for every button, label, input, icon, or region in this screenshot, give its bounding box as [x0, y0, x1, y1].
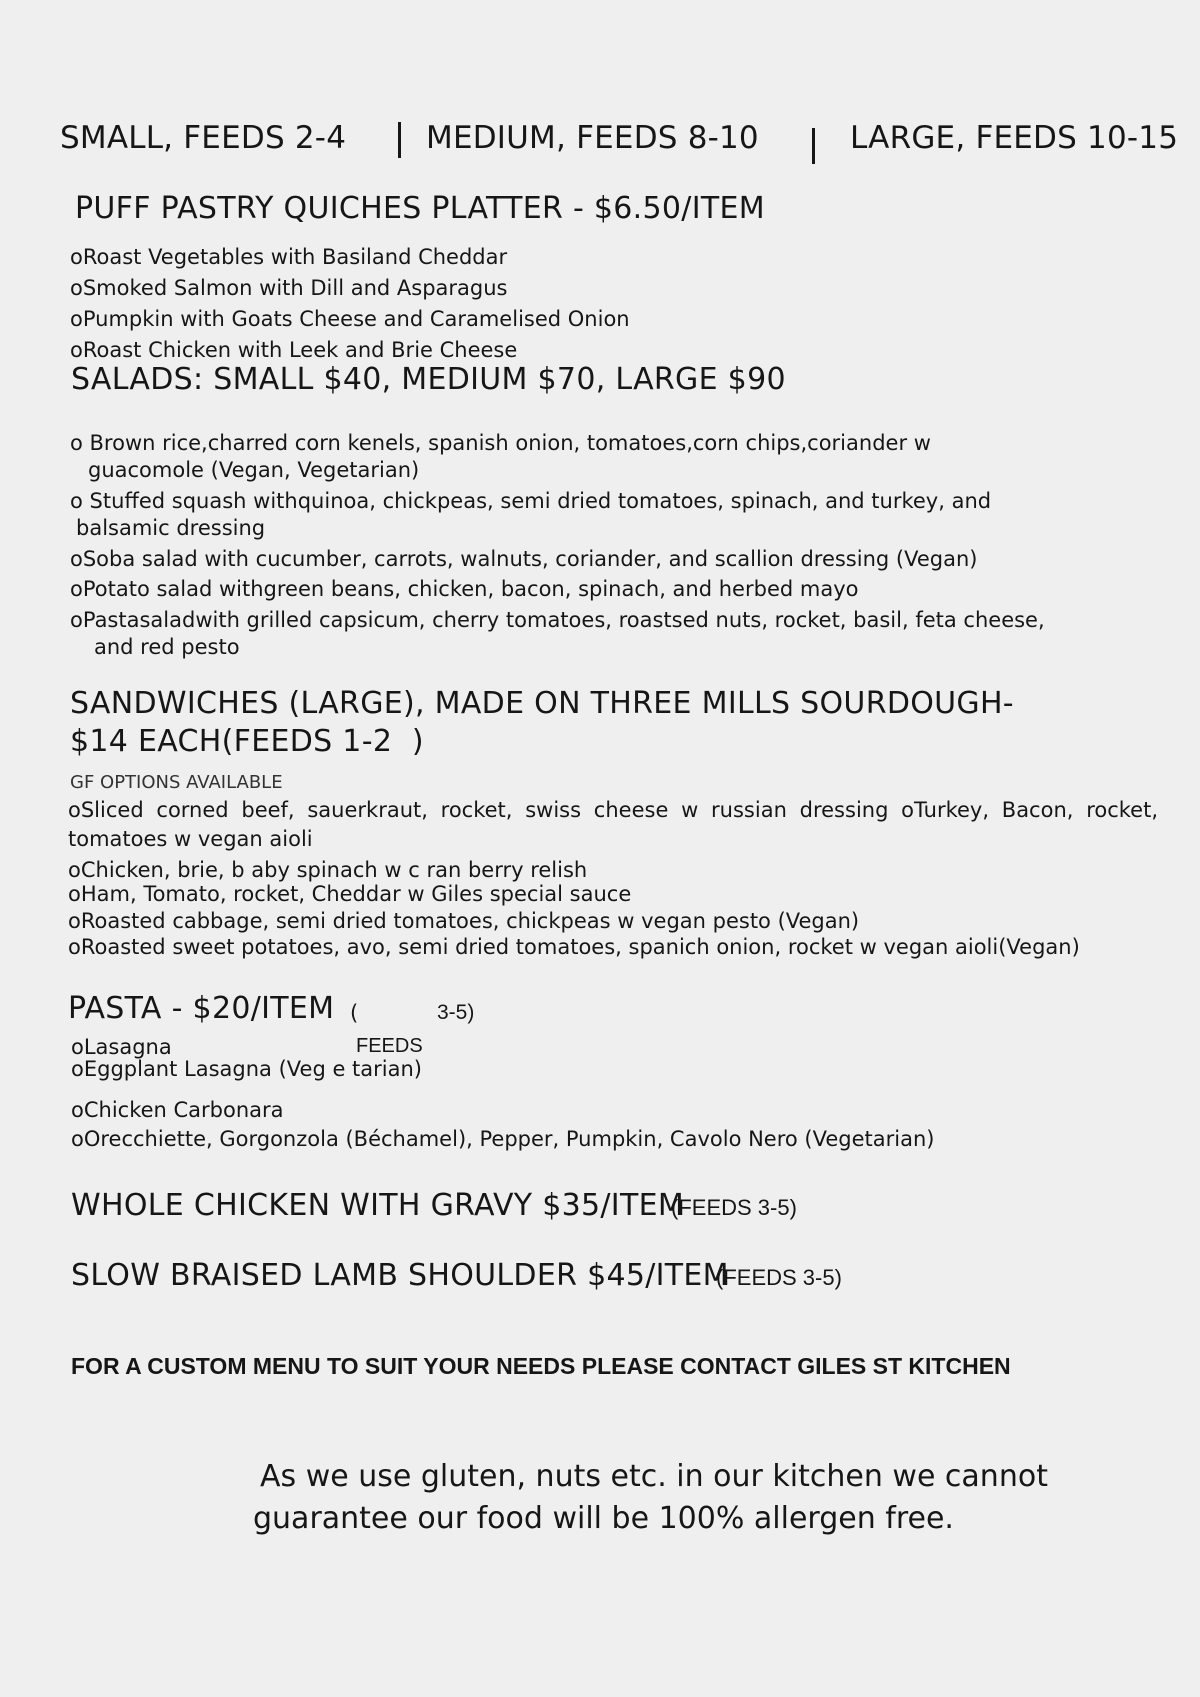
divider — [812, 128, 815, 164]
section-title: SALADS: SMALL $40, MEDIUM $70, LARGE $90 — [71, 362, 786, 397]
section-title: PUFF PASTRY QUICHES PLATTER - $6.50/ITEM — [75, 191, 765, 226]
section-title-line2: $14 EACH(FEEDS 1-2 ) — [70, 724, 424, 759]
list-item: oChicken, brie, b aby spinach w c ran berry relish — [68, 858, 588, 882]
list-item: oLasagna — [71, 1035, 172, 1059]
list-item: oPumpkin with Goats Cheese and Caramelised Onion — [70, 307, 630, 331]
list-item: o Brown rice,charred corn kenels, spanish onion, tomatoes,corn chips,coriander w guacomole (Vegan, Vegetarian) — [70, 431, 931, 482]
size-small: SMALL, FEEDS 2-4 — [60, 120, 347, 156]
list-item: oEggplant Lasagna (Veg e tarian) — [71, 1057, 422, 1081]
custom-menu-notice: FOR A CUSTOM MENU TO SUIT YOUR NEEDS PLEASE CONTACT GILES ST KITCHEN — [71, 1353, 1011, 1379]
allergen-line1: As we use gluten, nuts etc. in our kitchen we cannot — [260, 1459, 1048, 1494]
feeds-label: FEEDS — [356, 1035, 423, 1057]
list-item: o Stuffed squash withquinoa, chickpeas, semi dried tomatoes, spinach, and turkey, and balsamic dressing — [70, 489, 992, 540]
section-title: WHOLE CHICKEN WITH GRAVY $35/ITEM — [71, 1188, 685, 1223]
list-item: oRoasted sweet potatoes, avo, semi dried tomatoes, spanich onion, rocket w vegan aioli(Vegan) — [68, 935, 1080, 959]
feeds-count: 3-5) — [437, 1001, 475, 1024]
list-item: oRoast Vegetables with Basiland Cheddar — [70, 245, 508, 269]
list-item: oOrecchiette, Gorgonzola (Béchamel), Pepper, Pumpkin, Cavolo Nero (Vegetarian) — [71, 1127, 935, 1151]
paren: ( — [350, 1001, 359, 1025]
section-title: SANDWICHES (LARGE), MADE ON THREE MILLS SOURDOUGH- — [70, 686, 1014, 721]
section-title: SLOW BRAISED LAMB SHOULDER $45/ITEM — [71, 1258, 729, 1293]
section-title: PASTA - $20/ITEM — [68, 991, 335, 1026]
feeds-label: (FEEDS 3-5) — [716, 1265, 842, 1290]
list-item: oPotato salad withgreen beans, chicken, bacon, spinach, and herbed mayo — [70, 577, 859, 601]
allergen-line2: guarantee our food will be 100% allergen free. — [253, 1501, 954, 1536]
divider — [398, 122, 401, 158]
feeds-label: (FEEDS 3-5) — [671, 1195, 797, 1220]
list-item: oRoasted cabbage, semi dried tomatoes, chickpeas w vegan pesto (Vegan) — [68, 909, 860, 933]
gf-note: GF OPTIONS AVAILABLE — [70, 772, 283, 793]
list-item: oHam, Tomato, rocket, Cheddar w Giles special sauce — [68, 882, 632, 906]
list-item: oChicken Carbonara — [71, 1098, 284, 1122]
size-medium: MEDIUM, FEEDS 8-10 — [426, 120, 759, 156]
size-large: LARGE, FEEDS 10-15 — [850, 120, 1179, 156]
list-item: oPastasaladwith grilled capsicum, cherry tomatoes, roastsed nuts, rocket, basil, feta cheese, and red pesto — [70, 608, 1045, 659]
list-item: oRoast Chicken with Leek and Brie Cheese — [70, 338, 518, 362]
list-item: oSoba salad with cucumber, carrots, walnuts, coriander, and scallion dressing (Vegan) — [70, 547, 978, 571]
list-item: oSliced corned beef, sauerkraut, rocket, swiss cheese w russian dressing oTurkey, Bacon, rocket, tomatoes w vegan aioli — [68, 798, 1158, 851]
list-item: oSmoked Salmon with Dill and Asparagus — [70, 276, 508, 300]
